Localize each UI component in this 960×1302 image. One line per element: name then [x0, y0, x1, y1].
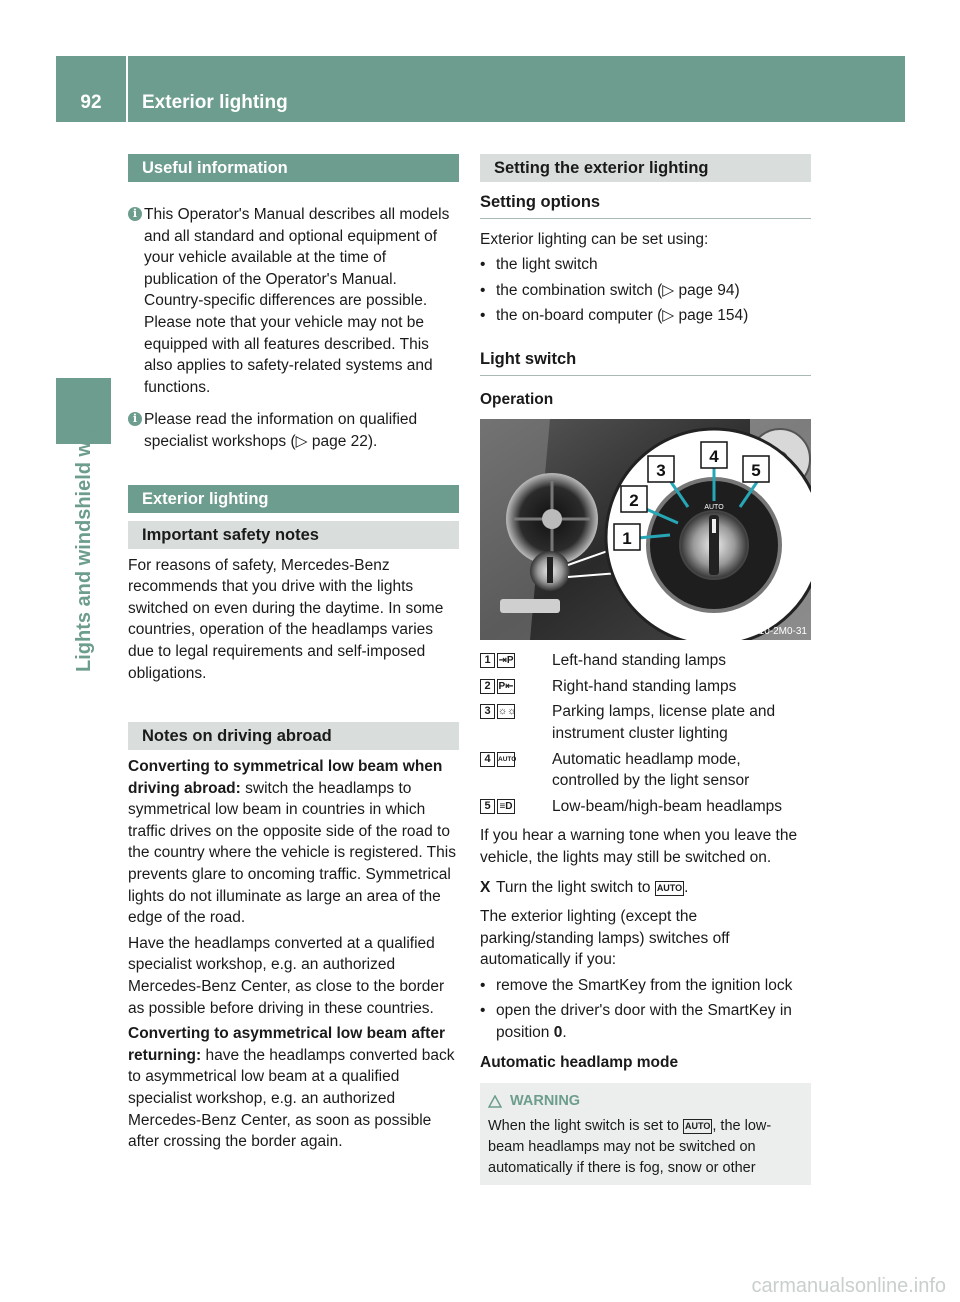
asymmetrical-text: have the headlamps converted back to asymmetrical low beam at a qualified specialist workshop, e.g. an authorized Mercedes-Benz Center, as soon as possible after crossing the border again.	[128, 1046, 455, 1151]
legend-number: 3	[480, 704, 495, 719]
legend-item-1	[480, 650, 811, 672]
bullet-mark: •	[480, 307, 486, 325]
legend-number: 4	[480, 752, 495, 767]
asymmetrical-paragraph	[128, 1023, 459, 1153]
auto-switch-icon: AUTO	[683, 1119, 712, 1134]
legend-text: Right-hand standing lamps	[552, 677, 737, 695]
safety-notes-heading: Important safety notes	[128, 521, 459, 549]
option-text: the light switch	[496, 256, 598, 274]
low-beam-icon: ≡D	[497, 799, 515, 814]
right-standing-lamp-icon: P⇤	[498, 680, 514, 692]
light-switch-figure	[480, 419, 811, 640]
legend-text: Low-beam/high-beam headlamps	[552, 797, 783, 815]
safety-text: For reasons of safety, Mercedes-Benz recommends that you drive with the lights switched on even during the daytime. In some countries, operation of the headlamps varies due to legal requirements and self-imposed obligations.	[128, 556, 444, 682]
warning-icon	[488, 1095, 502, 1108]
right-column	[480, 154, 811, 1185]
legend-number: 2	[480, 679, 495, 694]
setting-lighting-heading: Setting the exterior lighting	[480, 154, 811, 182]
callout-1: 1	[622, 529, 632, 549]
legend-number: 1	[480, 653, 495, 668]
legend-key	[480, 653, 515, 668]
symmetrical-paragraph	[128, 756, 459, 929]
light-switch-illustration	[480, 419, 811, 640]
warning-tone-text: If you hear a warning tone when you leave the vehicle, the lights may still be switched on.	[480, 827, 798, 866]
legend-item-4	[480, 749, 811, 792]
driving-abroad-heading: Notes on driving abroad	[128, 722, 459, 750]
info-note-text: Please read the information on qualified specialist workshops (▷ page 22).	[144, 411, 418, 450]
legend-key	[480, 799, 515, 814]
bullet-mark: •	[480, 256, 486, 274]
symmetrical-label: Converting to symmetrical low beam when driving abroad:	[128, 758, 443, 797]
symmetrical-text: switch the headlamps to symmetrical low beam in countries in which traffic drives on the opposite side of the road to the country where the vehicle is registered. This prevents glare to oncoming traffic. Symmetrical lights do not illuminate as large an area of the edge of the road.	[128, 779, 456, 927]
option-text: the on-board computer (▷ page 154)	[496, 307, 749, 325]
option-item	[480, 305, 811, 327]
legend-text: Automatic headlamp mode, controlled by the light sensor	[552, 750, 750, 790]
figure-auto-label: AUTO	[704, 504, 724, 512]
action-marker: X	[480, 878, 491, 896]
condition-text: remove the SmartKey from the ignition lock	[496, 976, 793, 994]
warning-text-pre: When the light switch is set to	[488, 1118, 684, 1135]
warning-label: WARNING	[510, 1093, 581, 1110]
asymmetrical-label: Converting to asymmetrical low beam after returning:	[128, 1025, 445, 1064]
option-item	[480, 254, 811, 276]
warning-title	[488, 1091, 803, 1112]
bullet-mark: •	[480, 1002, 486, 1020]
warning-text	[488, 1116, 803, 1179]
figure-code: P82.10-2M0-31	[738, 626, 807, 638]
auto-off-text: The exterior lighting (except the parking/standing lamps) switches off automatically if you:	[480, 908, 730, 969]
page-number: 92	[80, 92, 102, 113]
bullet-mark: •	[480, 281, 486, 299]
page-title: Exterior lighting	[142, 92, 288, 113]
page-header	[56, 56, 905, 122]
left-column	[128, 154, 459, 1153]
callout-3: 3	[656, 461, 666, 481]
useful-info-heading: Useful information	[128, 154, 459, 182]
condition-item	[480, 975, 811, 997]
legend-text: Parking lamps, license plate and instrument cluster lighting	[552, 703, 776, 742]
light-switch-heading: Light switch	[480, 349, 811, 376]
condition-text: open the driver's door with the SmartKey in position	[496, 1002, 792, 1042]
warning-text-post: , the low-beam headlamps may not be switched on automatically if there is fog, snow or other	[488, 1118, 772, 1177]
header-divider	[126, 56, 128, 122]
auto-headlamp-icon: AUTO	[497, 752, 515, 767]
info-note-1	[128, 204, 459, 398]
condition-item: • open the driver's door with the SmartKey in position 0.	[480, 1002, 792, 1042]
action-step: X Turn the light switch to AUTO .	[480, 877, 811, 899]
watermark: carmanualsonline.info	[751, 1275, 946, 1298]
left-standing-lamp-icon: ⇥P	[498, 655, 514, 667]
info-note-text: This Operator's Manual describes all models and all standard and optional equipment of your vehicle available at the time of publication of the Operator's Manual. Country-specific differences are possible. Please note that your vehicle may not be equipped with all features described. This also applies to safety-related systems and functions.	[144, 206, 450, 396]
info-icon: i	[128, 412, 142, 426]
exterior-lighting-heading: Exterior lighting	[128, 485, 459, 513]
legend-number: 5	[480, 799, 495, 814]
position-zero: 0	[553, 1024, 563, 1042]
callout-5: 5	[751, 461, 761, 481]
options-intro: Exterior lighting can be set using:	[480, 230, 709, 248]
option-text: the combination switch (▷ page 94)	[496, 281, 740, 299]
setting-options-heading: Setting options	[480, 192, 811, 219]
option-item	[480, 280, 811, 302]
legend-item-5	[480, 796, 811, 818]
action-text: Turn the light switch to	[496, 878, 655, 896]
operation-heading: Operation	[480, 390, 554, 408]
legend-key	[480, 752, 515, 767]
callout-2: 2	[629, 491, 639, 511]
legend-item-2	[480, 676, 811, 698]
info-note-2	[128, 409, 459, 452]
parking-lamp-icon: ☼☼	[498, 706, 517, 718]
info-icon: i	[128, 207, 142, 221]
legend-item-3	[480, 701, 811, 744]
legend-key	[480, 679, 515, 694]
section-label: Lights and windshield wipers	[73, 393, 95, 672]
callout-4: 4	[709, 447, 719, 467]
auto-switch-icon: AUTO	[655, 881, 684, 896]
legend-text: Left-hand standing lamps	[552, 652, 727, 670]
legend-key	[480, 704, 515, 719]
warning-box	[480, 1083, 811, 1185]
workshop-paragraph: Have the headlamps converted at a qualified specialist workshop, e.g. an authorized Mercedes-Benz Center, as close to the border as possible before driving in these countries.	[128, 934, 445, 1017]
bullet-mark: •	[480, 976, 486, 994]
auto-mode-heading: Automatic headlamp mode	[480, 1053, 679, 1071]
